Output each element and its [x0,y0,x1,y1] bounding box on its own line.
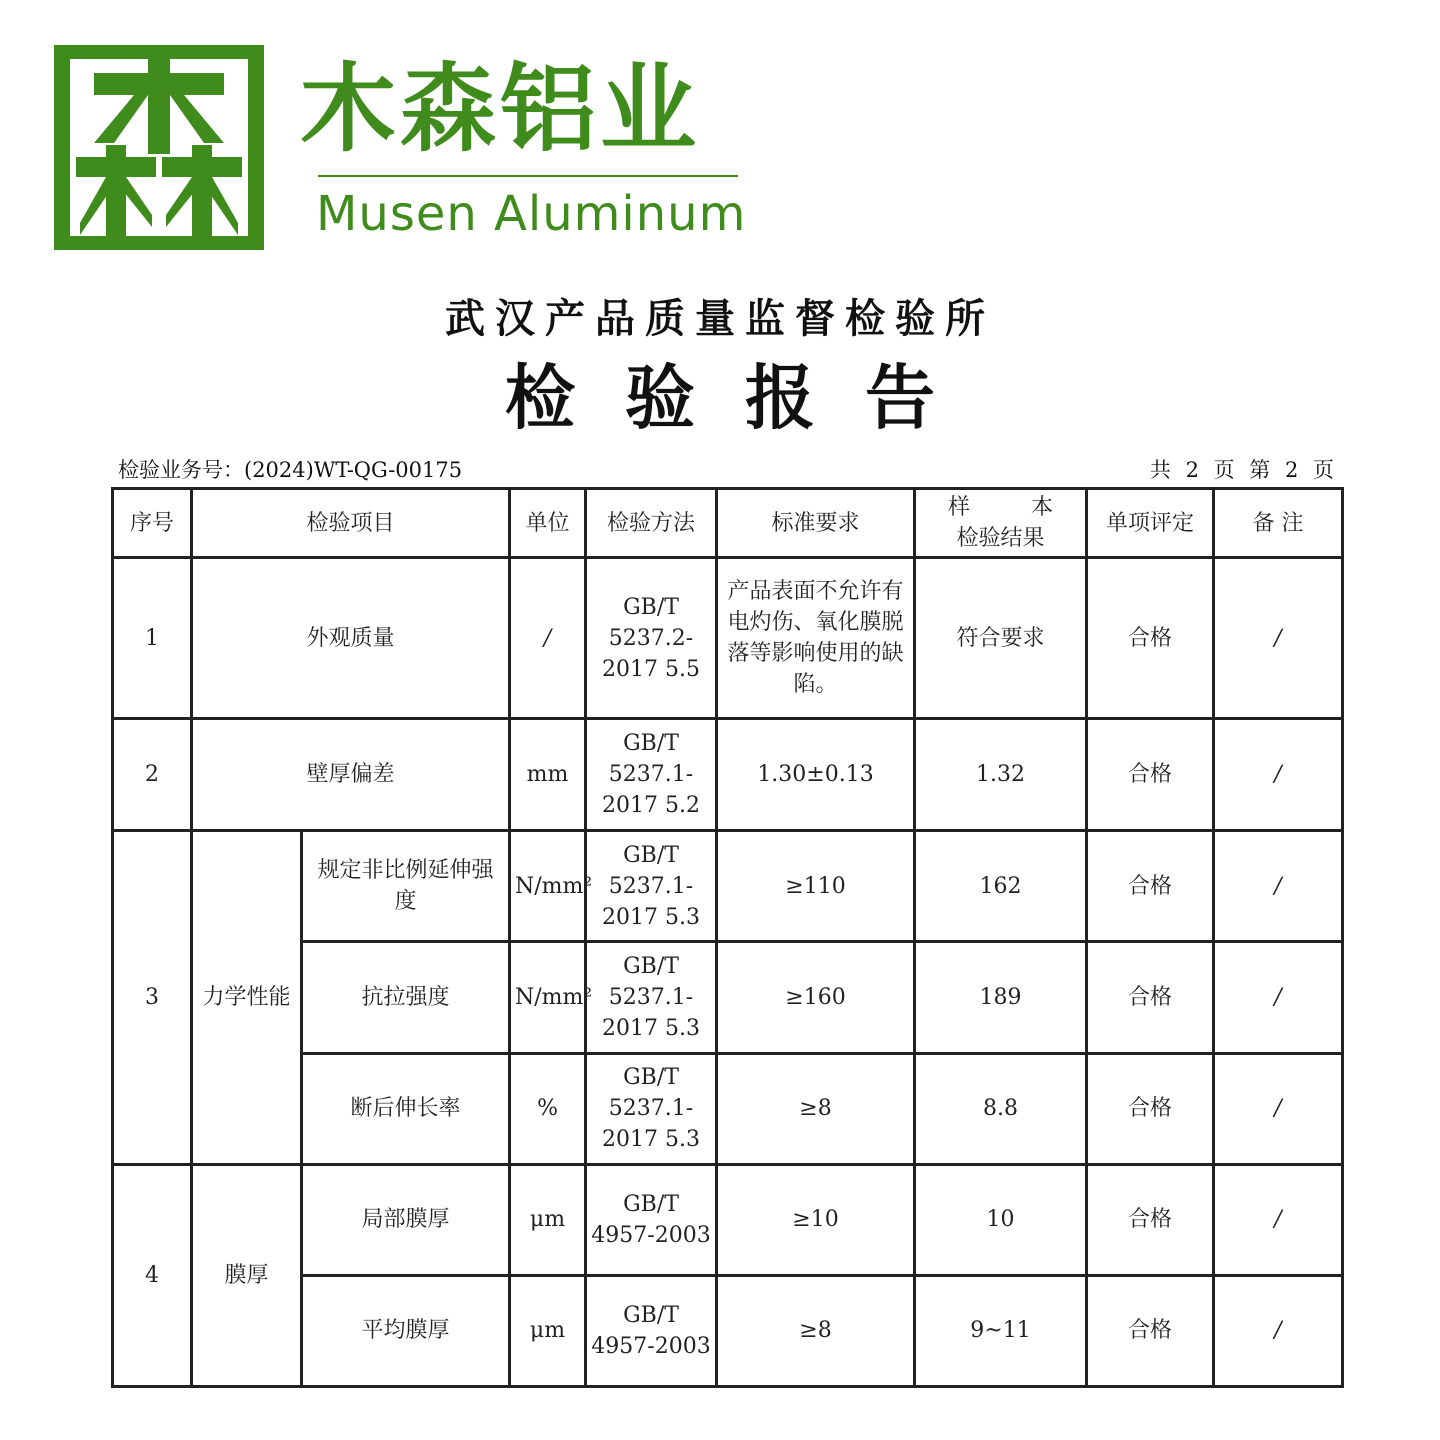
row-seq: 1 [113,558,192,719]
row-result: 189 [915,942,1087,1053]
row-remark: / [1214,942,1343,1053]
row-result: 符合要求 [915,558,1087,719]
header-seq: 序号 [113,489,192,558]
row-remark: / [1214,1275,1343,1386]
row-seq: 4 [113,1164,192,1386]
row-unit: N/mm² [510,942,586,1053]
row-remark: / [1214,1053,1343,1164]
brand-divider [318,175,738,177]
row-item: 规定非比例延伸强度 [302,831,510,942]
row-item: 外观质量 [192,558,510,719]
header-result-line1: 样 本 [948,495,1054,521]
table-row [113,831,1343,942]
header-method: 检验方法 [586,489,717,558]
header-requirement: 标准要求 [717,489,915,558]
row-remark: / [1214,719,1343,831]
row-requirement: 产品表面不允许有电灼伤、氧化膜脱落等影响使用的缺陷。 [717,558,915,719]
row-requirement: ≥10 [717,1164,915,1275]
row-unit: / [510,558,586,719]
row-unit: mm [510,719,586,831]
row-unit: N/mm² [510,831,586,942]
row-requirement: ≥8 [717,1053,915,1164]
forest-logo-icon [54,45,264,250]
inspection-table [111,487,1344,1388]
row-result: 1.32 [915,719,1087,831]
row-item: 壁厚偏差 [192,719,510,831]
row-method: GB/T 4957-2003 [586,1275,717,1386]
row-rating: 合格 [1087,719,1214,831]
row-method: GB/T 4957-2003 [586,1164,717,1275]
row-requirement: 1.30±0.13 [717,719,915,831]
table-row [113,719,1343,831]
row-item: 局部膜厚 [302,1164,510,1275]
row-rating: 合格 [1087,558,1214,719]
row-result: 9~11 [915,1275,1087,1386]
header-remark: 备 注 [1214,489,1343,558]
row-seq: 3 [113,831,192,1164]
row-unit: % [510,1053,586,1164]
row-method: GB/T 5237.1-2017 5.3 [586,1053,717,1164]
row-item: 断后伸长率 [302,1053,510,1164]
row-unit: μm [510,1164,586,1275]
header-result-line2: 检验结果 [956,526,1045,552]
row-method: GB/T 5237.1-2017 5.2 [586,719,717,831]
row-method: GB/T 5237.1-2017 5.3 [586,942,717,1053]
row-requirement: ≥8 [717,1275,915,1386]
row-requirement: ≥160 [717,942,915,1053]
row-result: 8.8 [915,1053,1087,1164]
table-header-row [113,489,1343,558]
row-group: 膜厚 [192,1164,302,1386]
row-item: 抗拉强度 [302,942,510,1053]
row-rating: 合格 [1087,831,1214,942]
header-unit: 单位 [510,489,586,558]
table-row [113,558,1343,719]
page-info: 共 2 页 第 2 页 [1149,458,1338,482]
row-rating: 合格 [1087,1164,1214,1275]
header-result [915,489,1087,558]
row-requirement: ≥110 [717,831,915,942]
row-seq: 2 [113,719,192,831]
row-result: 162 [915,831,1087,942]
row-item: 平均膜厚 [302,1275,510,1386]
row-unit: μm [510,1275,586,1386]
header-rating: 单项评定 [1087,489,1214,558]
row-method: GB/T 5237.1-2017 5.3 [586,831,717,942]
header-item: 检验项目 [192,489,510,558]
brand-name-en: Musen Aluminum [316,186,747,242]
row-remark: / [1214,558,1343,719]
row-group: 力学性能 [192,831,302,1164]
brand-logo [54,45,264,250]
organization-name: 武汉产品质量监督检验所 [445,296,995,342]
business-number: 检验业务号：(2024)WT-QG-00175 [118,458,463,482]
row-method: GB/T 5237.2-2017 5.5 [586,558,717,719]
row-rating: 合格 [1087,942,1214,1053]
row-rating: 合格 [1087,1275,1214,1386]
brand-name-cn: 木森铝业 [300,53,700,165]
row-remark: / [1214,1164,1343,1275]
row-result: 10 [915,1164,1087,1275]
report-title: 检验报告 [505,357,985,439]
table-row [113,1164,1343,1275]
row-remark: / [1214,831,1343,942]
row-rating: 合格 [1087,1053,1214,1164]
